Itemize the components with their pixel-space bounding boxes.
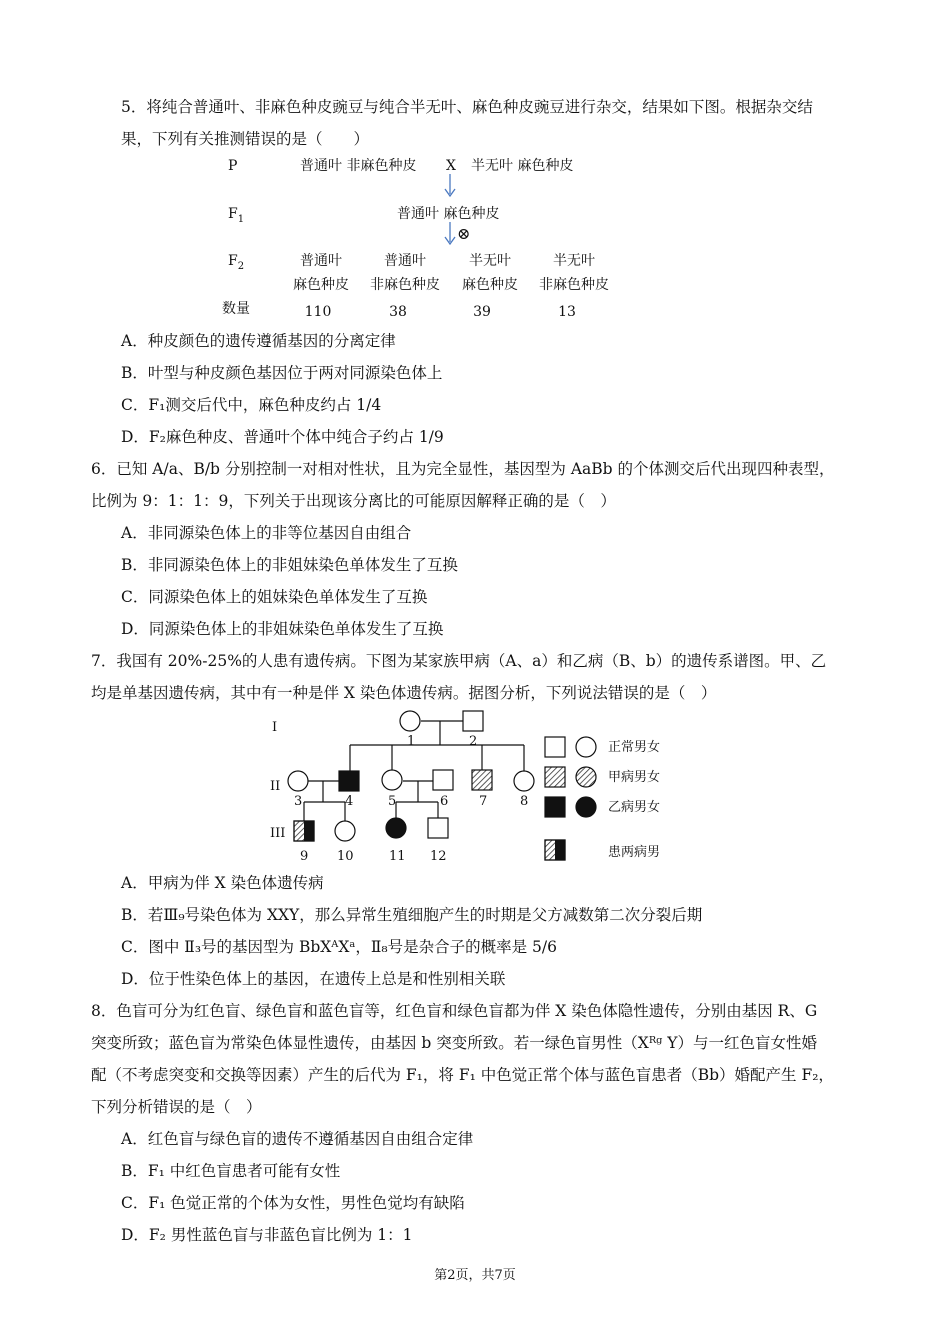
legend-both-label: 患两病男 xyxy=(608,845,661,860)
pedigree-individual-5 xyxy=(382,770,402,790)
f2-count-2: 38 xyxy=(389,304,407,320)
f2-seed-2: 非麻色种皮 xyxy=(370,277,440,293)
gen-label-3: III xyxy=(270,826,286,841)
f2-count-1: 110 xyxy=(304,304,332,320)
pedigree-individual-7 xyxy=(472,770,492,790)
f2-leaf-2: 普通叶 xyxy=(384,253,426,269)
q5-option-d: D．F₂麻色种皮、普通叶个体中纯合子约占 1/9 xyxy=(121,428,444,446)
num-5: 5 xyxy=(388,794,397,809)
gen-label-1: I xyxy=(272,720,278,735)
pedigree-individual-1 xyxy=(400,711,420,731)
legend-disease-a-label: 甲病男女 xyxy=(608,770,661,785)
pedigree-individual-12 xyxy=(428,818,448,838)
num-6: 6 xyxy=(440,794,449,809)
legend-normal-female-icon xyxy=(576,737,596,757)
q7-stem-line2: 均是单基因遗传病，其中有一种是伴 X 染色体遗传病。据图分析，下列说法错误的是（ ） xyxy=(91,684,717,702)
pedigree-individual-11 xyxy=(386,818,406,838)
q6-stem-line2: 比例为 9：1：1：9，下列关于出现该分离比的可能原因解释正确的是（ ） xyxy=(91,492,616,510)
q8-option-d: D．F₂ 男性蓝色盲与非蓝色盲比例为 1：1 xyxy=(121,1226,413,1244)
f2-seed-4: 非麻色种皮 xyxy=(539,277,609,293)
cross-p-right: 半无叶 麻色种皮 xyxy=(471,158,574,174)
f2-seed-1: 麻色种皮 xyxy=(293,277,349,293)
pedigree-individual-3 xyxy=(288,771,308,791)
q6-option-d: D．同源染色体上的非姐妹染色单体发生了互换 xyxy=(121,620,444,638)
pedigree-individual-6 xyxy=(433,770,453,790)
q7-stem-line1: 7．我国有 20%-25%的人患有遗传病。下图为某家族甲病（A、a）和乙病（B、b）的遗传系谱图。甲、乙 xyxy=(91,652,827,670)
q7-option-d: D．位于性染色体上的基因，在遗传上总是和性别相关联 xyxy=(121,970,506,988)
q7-option-a: A．甲病为伴 X 染色体遗传病 xyxy=(121,874,324,892)
count-label: 数量 xyxy=(222,301,250,317)
legend-normal-label: 正常男女 xyxy=(608,740,661,755)
selfing-icon: ⊗ xyxy=(457,224,471,243)
f2-leaf-4: 半无叶 xyxy=(553,253,595,269)
q5-stem-line2: 果，下列有关推测错误的是（ ） xyxy=(121,130,370,148)
f2-count-4: 13 xyxy=(558,304,576,320)
q6-stem-line1: 6．已知 A/a、B/b 分别控制一对相对性状，且为完全显性，基因型为 AaBb 的个体测交后代出现四种表型， xyxy=(91,460,835,478)
f2-seed-3: 麻色种皮 xyxy=(462,277,518,293)
legend-disease-a-female-icon xyxy=(576,767,596,787)
gen-label-2: II xyxy=(270,779,281,794)
num-1: 1 xyxy=(407,734,416,749)
cross-f1-label: $F_1$ xyxy=(228,206,245,225)
page-footer: 第2页，共7页 xyxy=(434,1268,516,1283)
pedigree-individual-8 xyxy=(514,771,534,791)
q8-option-c: C．F₁ 色觉正常的个体为女性，男性色觉均有缺陷 xyxy=(121,1194,465,1212)
legend-disease-a-male-icon xyxy=(545,767,565,787)
q6-option-b: B．非同源染色体上的非姐妹染色单体发生了互换 xyxy=(121,556,458,574)
q8-stem-line1: 8．色盲可分为红色盲、绿色盲和蓝色盲等，红色盲和绿色盲都为伴 X 染色体隐性遗传，分别由基因 R、G xyxy=(91,1002,818,1020)
f2-leaf-1: 普通叶 xyxy=(300,253,342,269)
pedigree-individual-4 xyxy=(339,771,359,791)
f2-leaf-3: 半无叶 xyxy=(469,253,511,269)
num-7: 7 xyxy=(479,794,488,809)
cross-p-label: P xyxy=(228,158,238,174)
cross-p-left: 普通叶 非麻色种皮 xyxy=(300,158,417,174)
q7-option-c: C．图中 Ⅱ₃号的基因型为 BbXᴬXᵃ，Ⅱ₈号是杂合子的概率是 5/6 xyxy=(121,938,557,956)
q8-option-b: B．F₁ 中红色盲患者可能有女性 xyxy=(121,1162,341,1180)
q6-option-c: C．同源染色体上的姐妹染色单体发生了互换 xyxy=(121,588,428,606)
q7-option-b: B．若Ⅲ₉号染色体为 XXY，那么异常生殖细胞产生的时期是父方减数第二次分裂后期 xyxy=(121,906,703,924)
q5-stem-line1: 5．将纯合普通叶、非麻色种皮豌豆与纯合半无叶、麻色种皮豌豆进行杂交，结果如下图。根据杂交结 xyxy=(121,98,813,116)
legend-normal-male-icon xyxy=(545,737,565,757)
num-12: 12 xyxy=(430,849,447,864)
num-10: 10 xyxy=(337,849,354,864)
q6-option-a: A．非同源染色体上的非等位基因自由组合 xyxy=(121,524,412,542)
q8-stem-line3: 配（不考虑突变和交换等因素）产生的后代为 F₁，将 F₁ 中色觉正常个体与蓝色盲患者（Bb）婚配产生 F₂， xyxy=(91,1066,834,1084)
legend-disease-b-female-icon xyxy=(576,797,596,817)
cross-f2-label: $F_2$ xyxy=(228,253,245,272)
num-2: 2 xyxy=(469,734,478,749)
num-3: 3 xyxy=(294,794,303,809)
q8-option-a: A．红色盲与绿色盲的遗传不遵循基因自由组合定律 xyxy=(121,1130,474,1148)
cross-f1-phenotype: 普通叶 麻色种皮 xyxy=(397,206,500,222)
num-4: 4 xyxy=(345,794,354,809)
q5-option-c: C．F₁测交后代中，麻色种皮约占 1/4 xyxy=(121,396,382,414)
pedigree-individual-2 xyxy=(463,711,483,731)
cross-x-sign: X xyxy=(446,158,456,174)
f2-count-3: 39 xyxy=(473,304,491,320)
q5-option-b: B．叶型与种皮颜色基因位于两对同源染色体上 xyxy=(121,364,443,382)
num-11: 11 xyxy=(389,849,406,864)
pedigree-individual-10 xyxy=(335,821,355,841)
q5-option-a: A．种皮颜色的遗传遵循基因的分离定律 xyxy=(121,332,396,350)
legend-disease-b-label: 乙病男女 xyxy=(608,800,661,815)
num-8: 8 xyxy=(520,794,529,809)
num-9: 9 xyxy=(300,849,309,864)
q8-stem-line2: 突变所致；蓝色盲为常染色体显性遗传，由基因 b 突变所致。若一绿色盲男性（Xᴿᵍ Y）与一红色盲女性婚 xyxy=(91,1034,818,1052)
q8-stem-line4: 下列分析错误的是（ ） xyxy=(91,1098,262,1116)
legend-disease-b-male-icon xyxy=(545,797,565,817)
